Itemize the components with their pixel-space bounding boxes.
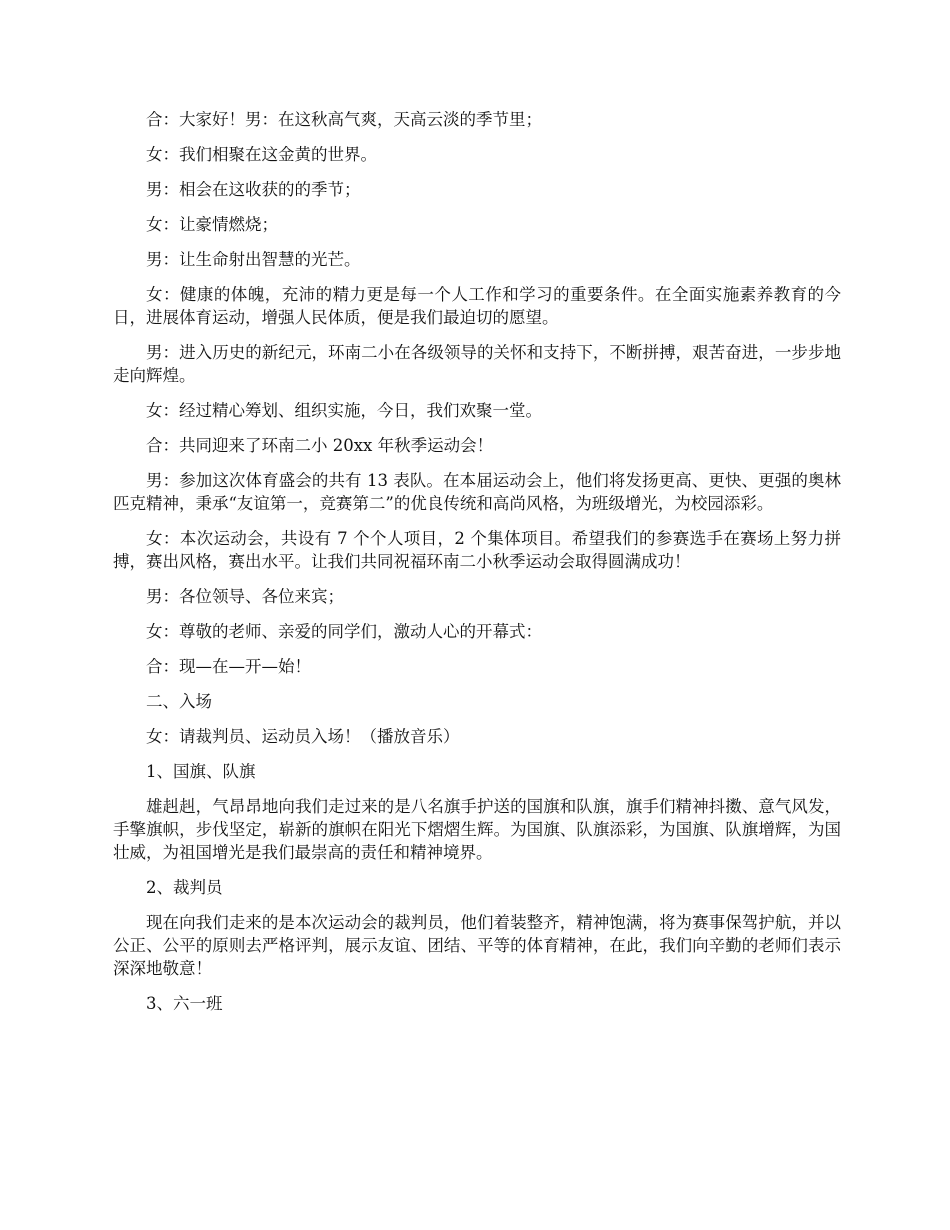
paragraph-male-guests: 男：各位领导、各位来宾； (146, 587, 344, 606)
paragraph-together-welcome: 合：共同迎来了环南二小 20xx 年秋季运动会！ (146, 436, 494, 455)
paragraph-female-health: 女：健康的体魄，充沛的精力更是每一个人工作和学习的重要条件。在全面实施素养教育的今日，进展体育运动，增强人民体质，便是我们最迫切的愿望。 (113, 285, 841, 327)
paragraph-female-gathered: 女：经过精心筹划、组织实施，今日，我们欢聚一堂。 (146, 401, 542, 420)
paragraph-female-passion: 女：让豪情燃烧； (146, 215, 278, 234)
document-body (113, 108, 841, 1027)
subheading-class-six-one: 3、六一班 (146, 994, 223, 1013)
subheading-flags: 1、国旗、队旗 (146, 762, 256, 781)
paragraph-female-invite: 女：请裁判员、运动员入场！（播放音乐） (146, 727, 460, 746)
paragraph-male-teams: 男：参加这次体育盛会的共有 13 表队。在本届运动会上，他们将发扬更高、更快、更强的奥林匹克精神，秉承“友谊第一，竞赛第二”的优良传统和高尚风格，为班级增光，为校园添彩。 (113, 471, 841, 513)
paragraph-referees-description: 现在向我们走来的是本次运动会的裁判员，他们着装整齐，精神饱满，将为赛事保驾护航，并以公正、公平的原则去严格评判，展示友谊、团结、平等的体育精神，在此，我们向辛勤的老师们表示深深地敬意！ (113, 913, 841, 978)
paragraph-female-gather: 女：我们相聚在这金黄的世界。 (146, 145, 377, 164)
paragraph-opening-greeting: 合：大家好！男：在这秋高气爽，天高云淡的季节里； (146, 110, 542, 129)
paragraph-male-wisdom: 男：让生命射出智慧的光芒。 (146, 250, 361, 269)
subheading-referees: 2、裁判员 (146, 878, 223, 897)
paragraph-flags-description: 雄赳赳，气昂昂地向我们走过来的是八名旗手护送的国旗和队旗，旗手们精神抖擞、意气风发，手擎旗帜，步伐坚定，崭新的旗帜在阳光下熠熠生辉。为国旗、队旗添彩，为国旗、队旗增辉，为国壮威，为祖国增光是我们最崇高的责任和精神境界。 (113, 797, 841, 862)
paragraph-male-meet: 男：相会在这收获的的季节； (146, 180, 361, 199)
section-heading-entrance: 二、入场 (146, 692, 212, 711)
paragraph-male-history: 男：进入历史的新纪元，环南二小在各级领导的关怀和支持下，不断拼搏，艰苦奋进，一步步地走向辉煌。 (113, 343, 841, 385)
paragraph-female-teachers: 女：尊敬的老师、亲爱的同学们，激动人心的开幕式： (146, 622, 542, 641)
paragraph-together-start: 合：现—在—开—始！ (146, 657, 311, 676)
paragraph-female-events: 女：本次运动会，共设有 7 个个人项目，2 个集体项目。希望我们的参赛选手在赛场上努力拼搏，赛出风格，赛出水平。让我们共同祝福环南二小秋季运动会取得圆满成功！ (113, 529, 841, 571)
